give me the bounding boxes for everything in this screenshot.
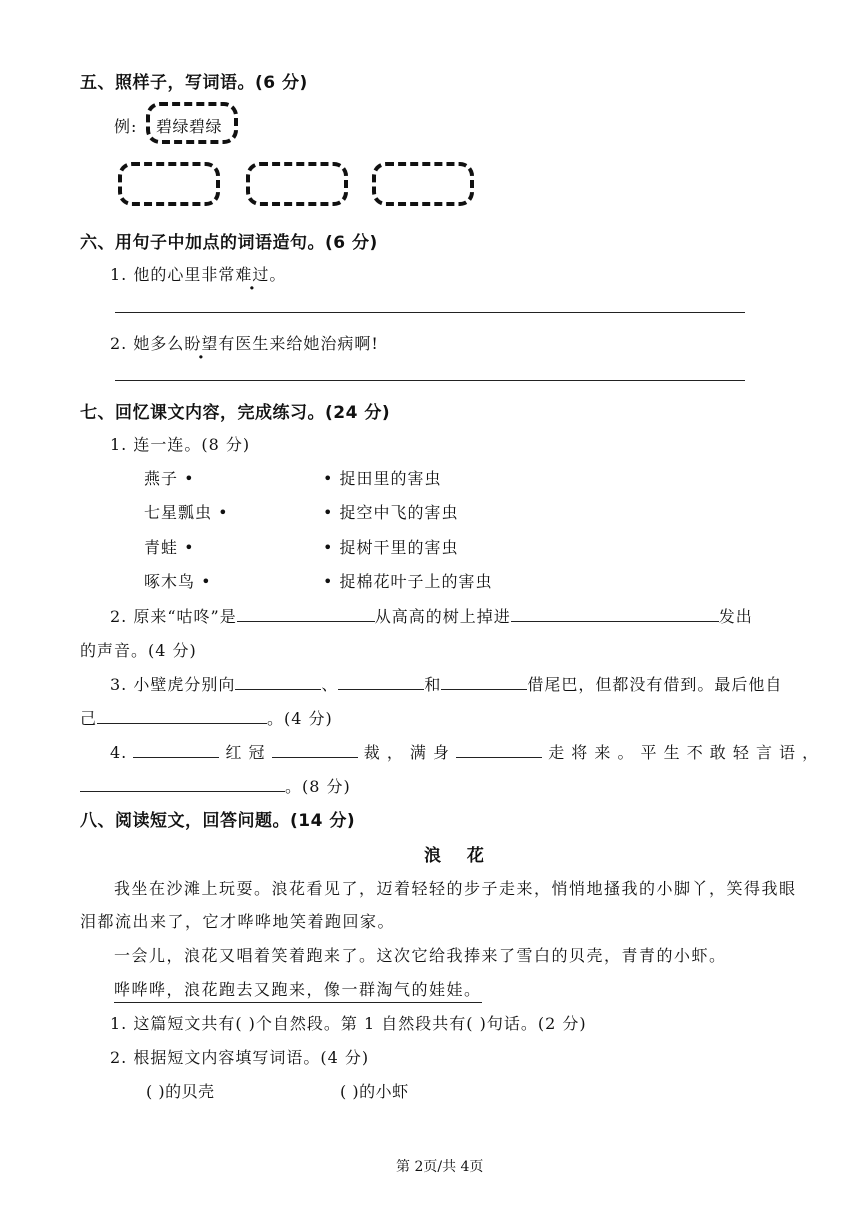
answer-box-1[interactable] bbox=[118, 162, 220, 206]
q8-2: 2. 根据短文内容填写词语。(4 分) bbox=[110, 1048, 370, 1067]
q7-3-text-f: 。(4 分) bbox=[267, 709, 333, 728]
section-5-heading: 五、照样子，写词语。(6 分) bbox=[80, 73, 308, 93]
sentence-q1 bbox=[110, 262, 286, 285]
section-7-heading: 七、回忆课文内容，完成练习。(24 分) bbox=[80, 403, 391, 423]
q7-4-blank-3[interactable] bbox=[456, 741, 542, 758]
q7-4-text-a: 4. bbox=[110, 743, 128, 762]
q7-4-text-e: 。(8 分) bbox=[285, 777, 351, 796]
section-8-heading: 八、阅读短文，回答问题。(14 分) bbox=[80, 811, 356, 831]
match-right-2[interactable]: • 捉空中飞的害虫 bbox=[323, 503, 459, 522]
q7-4-line1 bbox=[110, 740, 819, 763]
match-left-2[interactable]: 七星瓢虫 • bbox=[144, 503, 229, 522]
q7-3-line1 bbox=[110, 672, 782, 695]
fill-shrimp[interactable]: ( )的小虾 bbox=[340, 1082, 409, 1101]
passage-p3-underlined: 哗哗哗，浪花跑去又跑来，像一群淘气的娃娃。 bbox=[114, 977, 482, 1003]
q7-2-blank-1[interactable] bbox=[237, 605, 375, 622]
q7-4-blank-4[interactable] bbox=[80, 775, 285, 792]
section-6-heading: 六、用句子中加点的词语造句。(6 分) bbox=[80, 233, 378, 253]
sentence-q2 bbox=[110, 331, 379, 354]
q7-3-text-a: 3. 小壁虎分别向 bbox=[110, 675, 236, 694]
example-word: 碧绿碧绿 bbox=[156, 117, 223, 136]
match-right-4[interactable]: • 捉棉花叶子上的害虫 bbox=[323, 572, 493, 591]
q7-2-blank-2[interactable] bbox=[511, 605, 719, 622]
q7-3-blank-3[interactable] bbox=[441, 673, 527, 690]
match-left-4[interactable]: 啄木鸟 • bbox=[144, 572, 212, 591]
q2-suffix: 有医生来给她治病啊! bbox=[218, 334, 379, 353]
answer-box-2[interactable] bbox=[246, 162, 348, 206]
passage-p1-line2: 泪都流出来了，它才哗哗地笑着跑回家。 bbox=[80, 912, 396, 931]
q1-suffix: 。 bbox=[269, 265, 287, 284]
q8-1: 1. 这篇短文共有( )个自然段。第 1 自然段共有( )句话。(2 分) bbox=[110, 1014, 587, 1033]
q7-3-blank-1[interactable] bbox=[235, 673, 321, 690]
q7-2-line2: 的声音。(4 分) bbox=[80, 641, 197, 660]
answer-line-q2[interactable] bbox=[115, 380, 745, 381]
q7-2-text-a: 2. 原来“咕咚”是 bbox=[110, 607, 237, 626]
q7-4-text-c: 裁 ， 满 身 bbox=[363, 743, 450, 762]
q7-3-text-b: 、 bbox=[321, 675, 339, 694]
match-left-1[interactable]: 燕子 • bbox=[144, 469, 195, 488]
q2-prefix: 2. 她多么 bbox=[110, 334, 185, 353]
q1-prefix: 1. 他的心里非常 bbox=[110, 265, 236, 284]
answer-box-3[interactable] bbox=[372, 162, 474, 206]
q1-dotted-word: 难过 bbox=[235, 265, 270, 284]
q7-4-blank-1[interactable] bbox=[133, 741, 219, 758]
page-number-footer: 第 2页/共 4页 bbox=[396, 1159, 484, 1175]
q7-1-label: 1. 连一连。(8 分) bbox=[110, 435, 251, 454]
q7-2-text-c: 发出 bbox=[718, 607, 753, 626]
fill-shell[interactable]: ( )的贝壳 bbox=[146, 1082, 215, 1101]
q7-3-blank-4[interactable] bbox=[97, 707, 267, 724]
q7-3-text-d: 借尾巴，但都没有借到。最后他自 bbox=[527, 675, 783, 694]
q7-3-line2 bbox=[80, 706, 333, 729]
match-right-3[interactable]: • 捉树干里的害虫 bbox=[323, 538, 459, 557]
answer-line-q1[interactable] bbox=[115, 312, 745, 313]
q7-4-text-d: 走 将 来 。 平 生 不 敢 轻 言 语 ， bbox=[548, 743, 820, 762]
q7-3-blank-2[interactable] bbox=[338, 673, 424, 690]
match-left-3[interactable]: 青蛙 • bbox=[144, 538, 195, 557]
passage-p2: 一会儿，浪花又唱着笑着跑来了。这次它给我捧来了雪白的贝壳，青青的小虾。 bbox=[114, 946, 727, 965]
example-label: 例: bbox=[114, 117, 138, 136]
passage-title: 浪 花 bbox=[424, 846, 494, 866]
passage-p1-line1: 我坐在沙滩上玩耍。浪花看见了，迈着轻轻的步子走来，悄悄地搔我的小脚丫，笑得我眼 bbox=[114, 879, 797, 898]
q7-2-line1 bbox=[110, 604, 753, 627]
q7-4-text-b: 红 冠 bbox=[225, 743, 266, 762]
q7-3-text-c: 和 bbox=[424, 675, 442, 694]
q7-3-text-e: 己 bbox=[80, 709, 98, 728]
q7-4-line2 bbox=[80, 774, 351, 797]
match-right-1[interactable]: • 捉田里的害虫 bbox=[323, 469, 442, 488]
q7-4-blank-2[interactable] bbox=[272, 741, 358, 758]
q7-2-text-b: 从高高的树上掉进 bbox=[374, 607, 511, 626]
q2-dotted-word: 盼望 bbox=[184, 334, 219, 353]
